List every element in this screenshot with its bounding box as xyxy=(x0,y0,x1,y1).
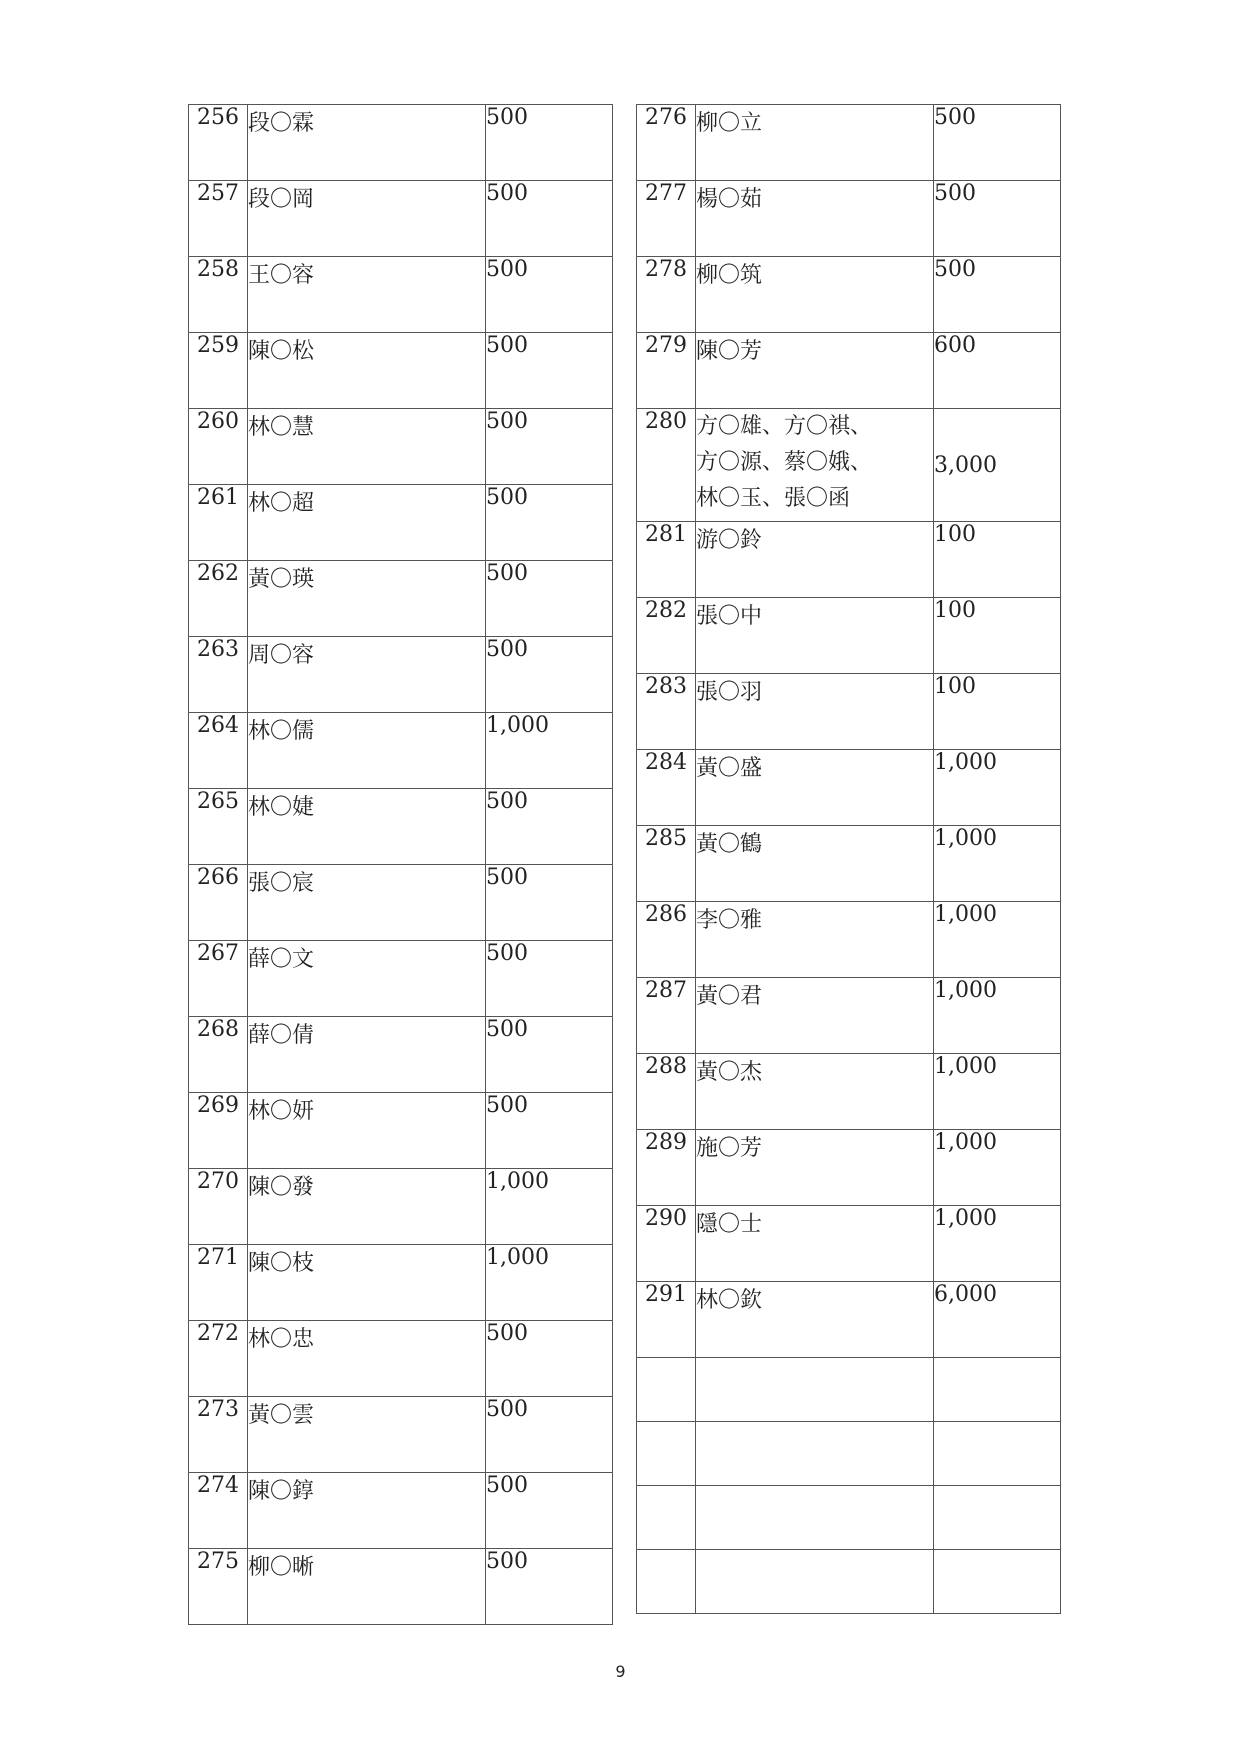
donation-amount: 500 xyxy=(486,1017,613,1093)
donor-name: 張〇中 xyxy=(696,598,934,674)
donation-amount: 500 xyxy=(486,941,613,1017)
donation-amount: 100 xyxy=(934,522,1061,598)
donor-names-group xyxy=(696,409,934,522)
empty-cell xyxy=(637,1422,696,1486)
row-number: 275 xyxy=(189,1549,248,1625)
table-row xyxy=(637,257,1061,333)
donor-name: 林〇儒 xyxy=(248,713,486,789)
table-row xyxy=(637,1282,1061,1358)
row-number: 281 xyxy=(637,522,696,598)
empty-cell xyxy=(934,1550,1061,1614)
table-row xyxy=(189,1321,613,1397)
donation-amount: 500 xyxy=(486,181,613,257)
row-number: 291 xyxy=(637,1282,696,1358)
donation-amount: 500 xyxy=(486,789,613,865)
donor-name: 段〇霖 xyxy=(248,105,486,181)
row-number: 267 xyxy=(189,941,248,1017)
empty-cell xyxy=(696,1486,934,1550)
donation-amount: 500 xyxy=(934,181,1061,257)
empty-cell xyxy=(934,1486,1061,1550)
row-number: 288 xyxy=(637,1054,696,1130)
table-row xyxy=(637,750,1061,826)
donor-name: 林〇婕 xyxy=(248,789,486,865)
table-row xyxy=(189,637,613,713)
table-row xyxy=(637,1054,1061,1130)
row-number: 274 xyxy=(189,1473,248,1549)
donation-amount: 100 xyxy=(934,598,1061,674)
donor-name: 黃〇瑛 xyxy=(248,561,486,637)
row-number: 282 xyxy=(637,598,696,674)
donation-amount: 500 xyxy=(934,257,1061,333)
donor-name: 陳〇松 xyxy=(248,333,486,409)
donor-name: 林〇忠 xyxy=(248,1321,486,1397)
empty-cell xyxy=(696,1550,934,1614)
donor-name: 柳〇晰 xyxy=(248,1549,486,1625)
table-row xyxy=(637,409,1061,522)
empty-row xyxy=(637,1422,1061,1486)
donation-amount: 1,000 xyxy=(486,1245,613,1321)
row-number: 268 xyxy=(189,1017,248,1093)
table-row xyxy=(637,1130,1061,1206)
table-row xyxy=(189,1549,613,1625)
donation-amount: 1,000 xyxy=(934,978,1061,1054)
row-number: 279 xyxy=(637,333,696,409)
donation-amount: 500 xyxy=(486,1473,613,1549)
donation-amount: 500 xyxy=(486,1321,613,1397)
donation-amount: 500 xyxy=(486,865,613,941)
donor-name: 隱〇士 xyxy=(696,1206,934,1282)
row-number: 289 xyxy=(637,1130,696,1206)
table-row xyxy=(637,978,1061,1054)
row-number: 283 xyxy=(637,674,696,750)
table-row xyxy=(637,598,1061,674)
donor-name: 李〇雅 xyxy=(696,902,934,978)
donation-amount: 100 xyxy=(934,674,1061,750)
row-number: 287 xyxy=(637,978,696,1054)
table-row xyxy=(637,902,1061,978)
row-number: 272 xyxy=(189,1321,248,1397)
donor-table-right xyxy=(636,104,1061,1614)
donor-table-left xyxy=(188,104,613,1625)
donor-name: 陳〇發 xyxy=(248,1169,486,1245)
empty-cell xyxy=(696,1358,934,1422)
empty-cell xyxy=(637,1358,696,1422)
donor-name: 柳〇立 xyxy=(696,105,934,181)
empty-row xyxy=(637,1550,1061,1614)
table-row xyxy=(189,865,613,941)
table-row xyxy=(189,409,613,485)
donation-amount: 1,000 xyxy=(934,1054,1061,1130)
donor-name: 林〇欽 xyxy=(696,1282,934,1358)
table-row xyxy=(189,181,613,257)
table-row xyxy=(637,333,1061,409)
donor-name: 薛〇文 xyxy=(248,941,486,1017)
donor-name: 黃〇盛 xyxy=(696,750,934,826)
donation-amount: 600 xyxy=(934,333,1061,409)
row-number: 265 xyxy=(189,789,248,865)
donation-amount: 1,000 xyxy=(934,902,1061,978)
page-number: 9 xyxy=(615,1662,626,1681)
row-number: 286 xyxy=(637,902,696,978)
donor-name-line: 方〇雄、方〇祺、 xyxy=(696,414,873,439)
row-number: 264 xyxy=(189,713,248,789)
table-row xyxy=(189,485,613,561)
row-number: 266 xyxy=(189,865,248,941)
row-number: 269 xyxy=(189,1093,248,1169)
donor-name-line: 方〇源、蔡〇娥、 xyxy=(696,450,873,475)
table-row xyxy=(637,826,1061,902)
donation-amount: 500 xyxy=(486,485,613,561)
row-number: 273 xyxy=(189,1397,248,1473)
row-number: 257 xyxy=(189,181,248,257)
row-number: 276 xyxy=(637,105,696,181)
row-number: 259 xyxy=(189,333,248,409)
donation-amount: 1,000 xyxy=(934,750,1061,826)
donation-amount: 1,000 xyxy=(934,826,1061,902)
donor-name: 施〇芳 xyxy=(696,1130,934,1206)
donor-name: 黃〇杰 xyxy=(696,1054,934,1130)
donor-name: 陳〇枝 xyxy=(248,1245,486,1321)
table-row xyxy=(189,257,613,333)
table-row xyxy=(637,674,1061,750)
donor-name: 陳〇芳 xyxy=(696,333,934,409)
row-number: 270 xyxy=(189,1169,248,1245)
table-row xyxy=(189,1017,613,1093)
donation-amount: 1,000 xyxy=(486,1169,613,1245)
donor-name: 黃〇君 xyxy=(696,978,934,1054)
donor-name: 游〇鈴 xyxy=(696,522,934,598)
row-number: 280 xyxy=(637,409,696,522)
row-number: 262 xyxy=(189,561,248,637)
row-number: 260 xyxy=(189,409,248,485)
donation-amount: 500 xyxy=(486,333,613,409)
table-row xyxy=(189,1397,613,1473)
table-row xyxy=(637,181,1061,257)
donor-name: 張〇羽 xyxy=(696,674,934,750)
donation-amount: 500 xyxy=(486,637,613,713)
donor-name-line: 林〇玉、張〇函 xyxy=(696,486,851,511)
donation-amount: 500 xyxy=(486,1397,613,1473)
donation-amount: 500 xyxy=(934,105,1061,181)
table-row xyxy=(189,941,613,1017)
row-number: 278 xyxy=(637,257,696,333)
table-row xyxy=(189,1093,613,1169)
table-row xyxy=(189,789,613,865)
donor-name: 黃〇鶴 xyxy=(696,826,934,902)
donor-name: 林〇妍 xyxy=(248,1093,486,1169)
empty-cell xyxy=(637,1550,696,1614)
donor-name: 林〇超 xyxy=(248,485,486,561)
table-row xyxy=(189,333,613,409)
row-number: 285 xyxy=(637,826,696,902)
donation-amount: 1,000 xyxy=(934,1206,1061,1282)
row-number: 256 xyxy=(189,105,248,181)
donor-name: 周〇容 xyxy=(248,637,486,713)
table-row xyxy=(637,105,1061,181)
row-number: 277 xyxy=(637,181,696,257)
donation-amount: 1,000 xyxy=(486,713,613,789)
donor-name: 林〇慧 xyxy=(248,409,486,485)
donation-amount: 500 xyxy=(486,409,613,485)
empty-row xyxy=(637,1486,1061,1550)
row-number: 284 xyxy=(637,750,696,826)
table-row xyxy=(189,1473,613,1549)
table-row xyxy=(189,1169,613,1245)
row-number: 258 xyxy=(189,257,248,333)
empty-cell xyxy=(696,1422,934,1486)
donor-name: 柳〇筑 xyxy=(696,257,934,333)
row-number: 263 xyxy=(189,637,248,713)
table-row xyxy=(189,713,613,789)
table-row xyxy=(189,105,613,181)
empty-cell xyxy=(637,1486,696,1550)
donor-name: 陳〇錞 xyxy=(248,1473,486,1549)
row-number: 261 xyxy=(189,485,248,561)
donation-amount: 500 xyxy=(486,1093,613,1169)
empty-cell xyxy=(934,1422,1061,1486)
donor-name: 黃〇雲 xyxy=(248,1397,486,1473)
donor-name: 王〇容 xyxy=(248,257,486,333)
table-row xyxy=(637,1206,1061,1282)
donor-name: 張〇宸 xyxy=(248,865,486,941)
donation-amount: 500 xyxy=(486,105,613,181)
donation-amount: 500 xyxy=(486,1549,613,1625)
donation-amount: 500 xyxy=(486,257,613,333)
donation-amount: 3,000 xyxy=(934,409,1061,522)
empty-cell xyxy=(934,1358,1061,1422)
table-row xyxy=(189,561,613,637)
donation-amount: 1,000 xyxy=(934,1130,1061,1206)
donor-name: 段〇岡 xyxy=(248,181,486,257)
row-number: 290 xyxy=(637,1206,696,1282)
donation-amount: 500 xyxy=(486,561,613,637)
table-row xyxy=(637,522,1061,598)
donor-name: 楊〇茹 xyxy=(696,181,934,257)
table-row xyxy=(189,1245,613,1321)
donation-amount: 6,000 xyxy=(934,1282,1061,1358)
row-number: 271 xyxy=(189,1245,248,1321)
empty-row xyxy=(637,1358,1061,1422)
donor-name: 薛〇倩 xyxy=(248,1017,486,1093)
